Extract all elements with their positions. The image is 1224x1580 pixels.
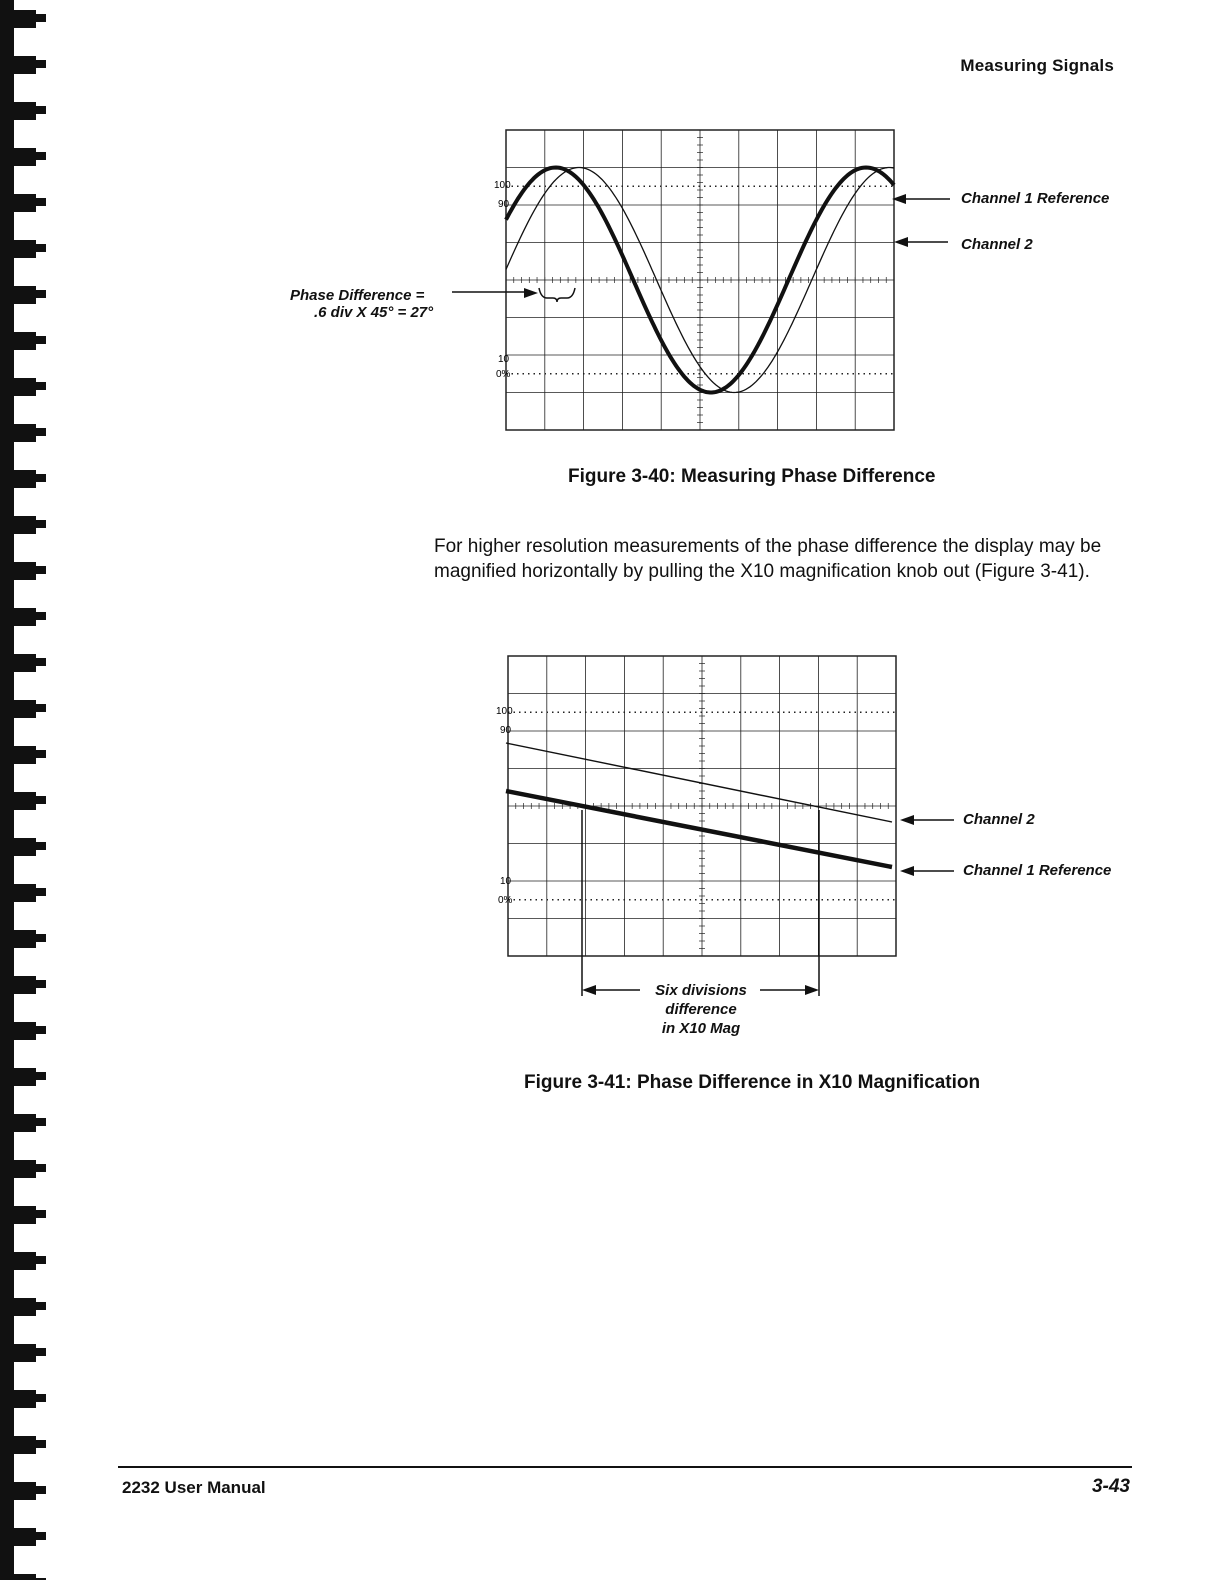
footer-manual-title: 2232 User Manual xyxy=(122,1478,266,1497)
figure-41-caption: Figure 3-41: Phase Difference in X10 Magnification xyxy=(524,1072,981,1093)
scale-90: 90 xyxy=(498,199,510,210)
section-title: Measuring Signals xyxy=(960,56,1114,75)
fig40-channel1-label: Channel 1 Reference xyxy=(961,190,1110,207)
six-divisions-line3: in X10 Mag xyxy=(661,1020,741,1037)
fig41-channel1-label: Channel 1 Reference xyxy=(963,862,1112,879)
fig41-channel-arrows xyxy=(898,808,958,888)
scale-10: 10 xyxy=(498,354,510,365)
fig41-channel2-label: Channel 2 xyxy=(963,811,1035,828)
phase-difference-formula: .6 div X 45° = 27° xyxy=(314,304,434,321)
page-number: 3-43 xyxy=(1091,1476,1130,1497)
fig41-measure-lines xyxy=(576,800,916,1000)
fig40-arrows xyxy=(440,180,960,320)
scale-10: 10 xyxy=(500,876,512,887)
six-divisions-line1: Six divisions xyxy=(655,982,747,999)
scale-100: 100 xyxy=(496,706,513,717)
body-paragraph: For higher resolution measurements of the phase difference the display may be magnified horizontally by pulling the X10 magnification knob out (Figure 3-41). xyxy=(434,536,1102,582)
figure-40-caption: Figure 3-40: Measuring Phase Difference xyxy=(568,466,936,487)
scale-100: 100 xyxy=(494,180,511,191)
scale-0: 0% xyxy=(496,369,511,380)
binding-edge xyxy=(0,0,56,1580)
scale-0: 0% xyxy=(498,895,513,906)
six-divisions-line2: difference xyxy=(665,1001,737,1018)
fig40-channel2-label: Channel 2 xyxy=(961,236,1033,253)
six-divisions-label xyxy=(636,981,766,1038)
phase-difference-label: Phase Difference = xyxy=(290,287,425,304)
footer-rule xyxy=(118,1466,1132,1468)
scale-90: 90 xyxy=(500,725,512,736)
